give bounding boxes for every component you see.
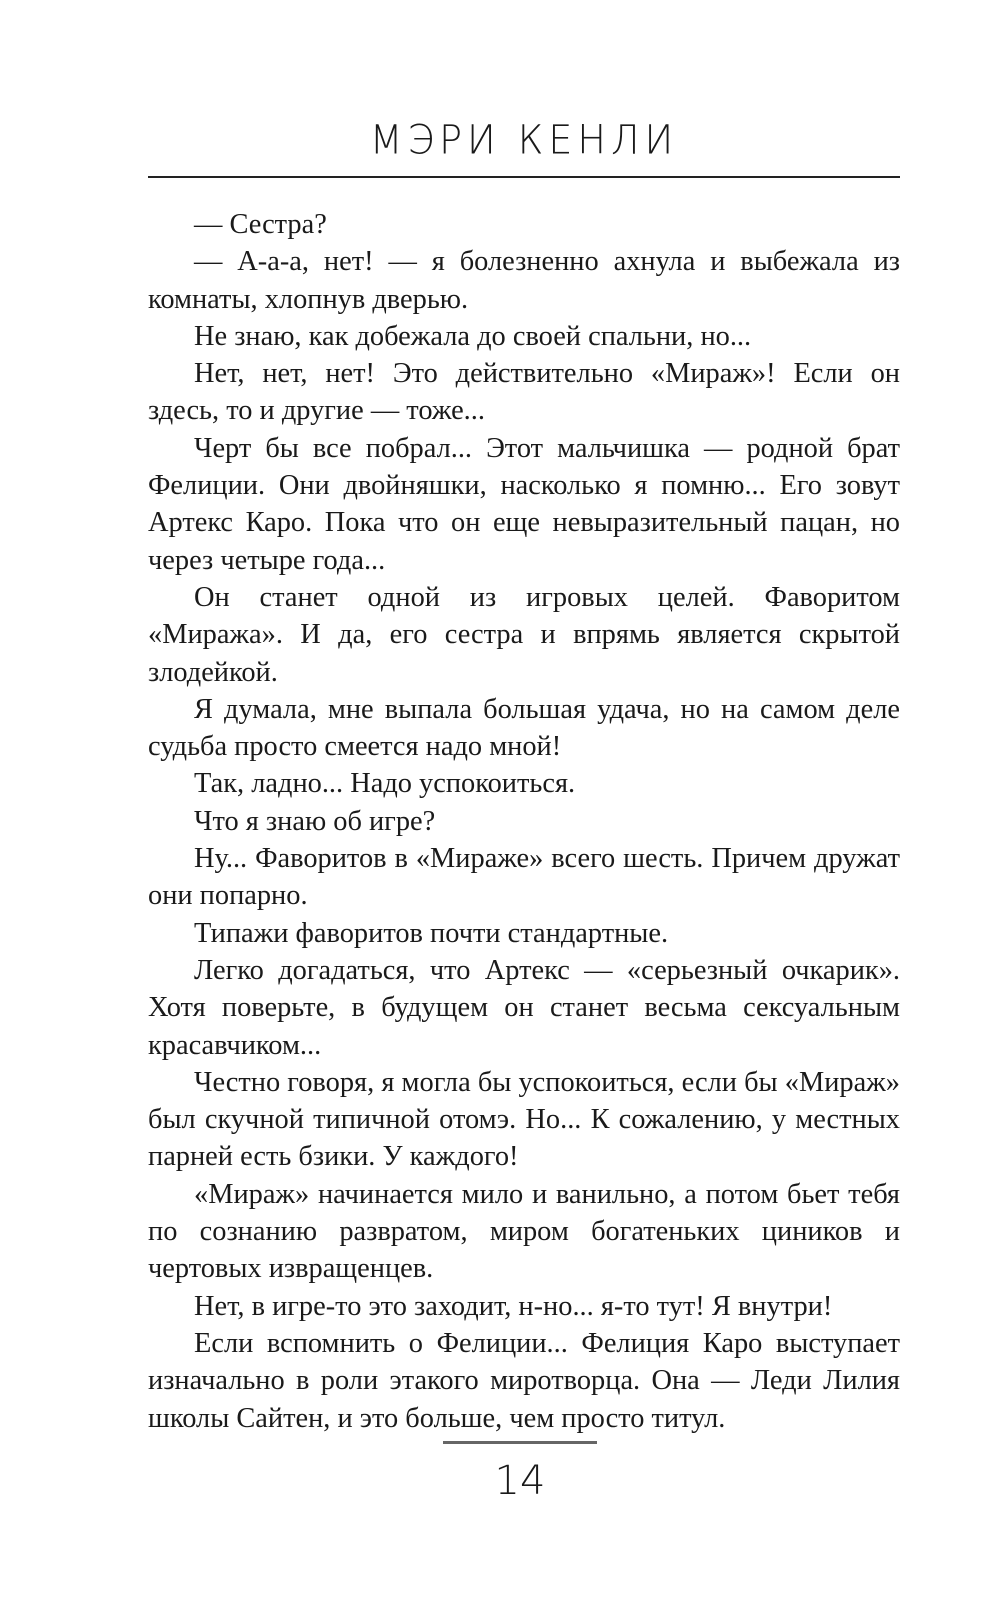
paragraph: — А-а-а, нет! — я болезненно ахнула и выбежала из комнаты, хлопнув дверью. (148, 246, 900, 315)
paragraph: Ну... Фаворитов в «Мираже» всего шесть. Причем дружат они попарно. (148, 843, 900, 912)
paragraph: Я думала, мне выпала большая удача, но на самом деле судьба просто смеется надо мной! (148, 693, 900, 763)
paragraph: Нет, нет, нет! Это действительно «Мираж»! Если он здесь, то и другие — тоже... (148, 358, 900, 427)
paragraph: Честно говоря, я могла бы успокоиться, если бы «Мираж» был скучной типичной отомэ. Но... К сожалению, у местных парней есть бзики. У каждого! (148, 1066, 900, 1173)
paragraph: Не знаю, как добежала до своей спальни, но... (194, 320, 752, 352)
paragraph: — Сестра? (194, 209, 327, 240)
paragraph: Нет, в игре-то это заходит, н-но... я-то тут! Я внутри! (194, 1290, 833, 1322)
page-number: 14 (494, 1458, 546, 1504)
header-divider (148, 176, 900, 178)
running-header-author: МЭРИ КЕНЛИ (369, 116, 679, 164)
body-text (148, 206, 900, 1437)
paragraph: Так, ладно... Надо успокоиться. (194, 768, 576, 800)
paragraph: «Мираж» начинается мило и ванильно, а потом бьет тебя по сознанию развратом, миром богатеньких циников и чертовых извращенцев. (148, 1178, 900, 1285)
paragraph: Типажи фаворитов почти стандартные. (194, 917, 669, 949)
paragraph: Он станет одной из игровых целей. Фаворитом «Миража». И да, его сестра и впрямь является скрытой злодейкой. (148, 581, 900, 688)
paragraph: Черт бы все побрал... Этот мальчишка — родной брат Фелиции. Они двойняшки, насколько я помню... Его зовут Артекс Каро. Пока что он еще невыразительный пацан, но через четыре года... (148, 432, 900, 576)
footer-divider (443, 1441, 597, 1444)
paragraph: Легко догадаться, что Артекс — «серьезный очкарик». Хотя поверьте, в будущем он станет весьма сексуальным красавчиком... (148, 954, 900, 1061)
paragraph: Если вспомнить о Фелиции... Фелиция Каро выступает изначально в роли этакого миротворца. Она — Леди Лилия школы Сайтен, и это больше, чем просто титул. (148, 1327, 900, 1434)
paragraph: Что я знаю об игре? (194, 805, 436, 837)
